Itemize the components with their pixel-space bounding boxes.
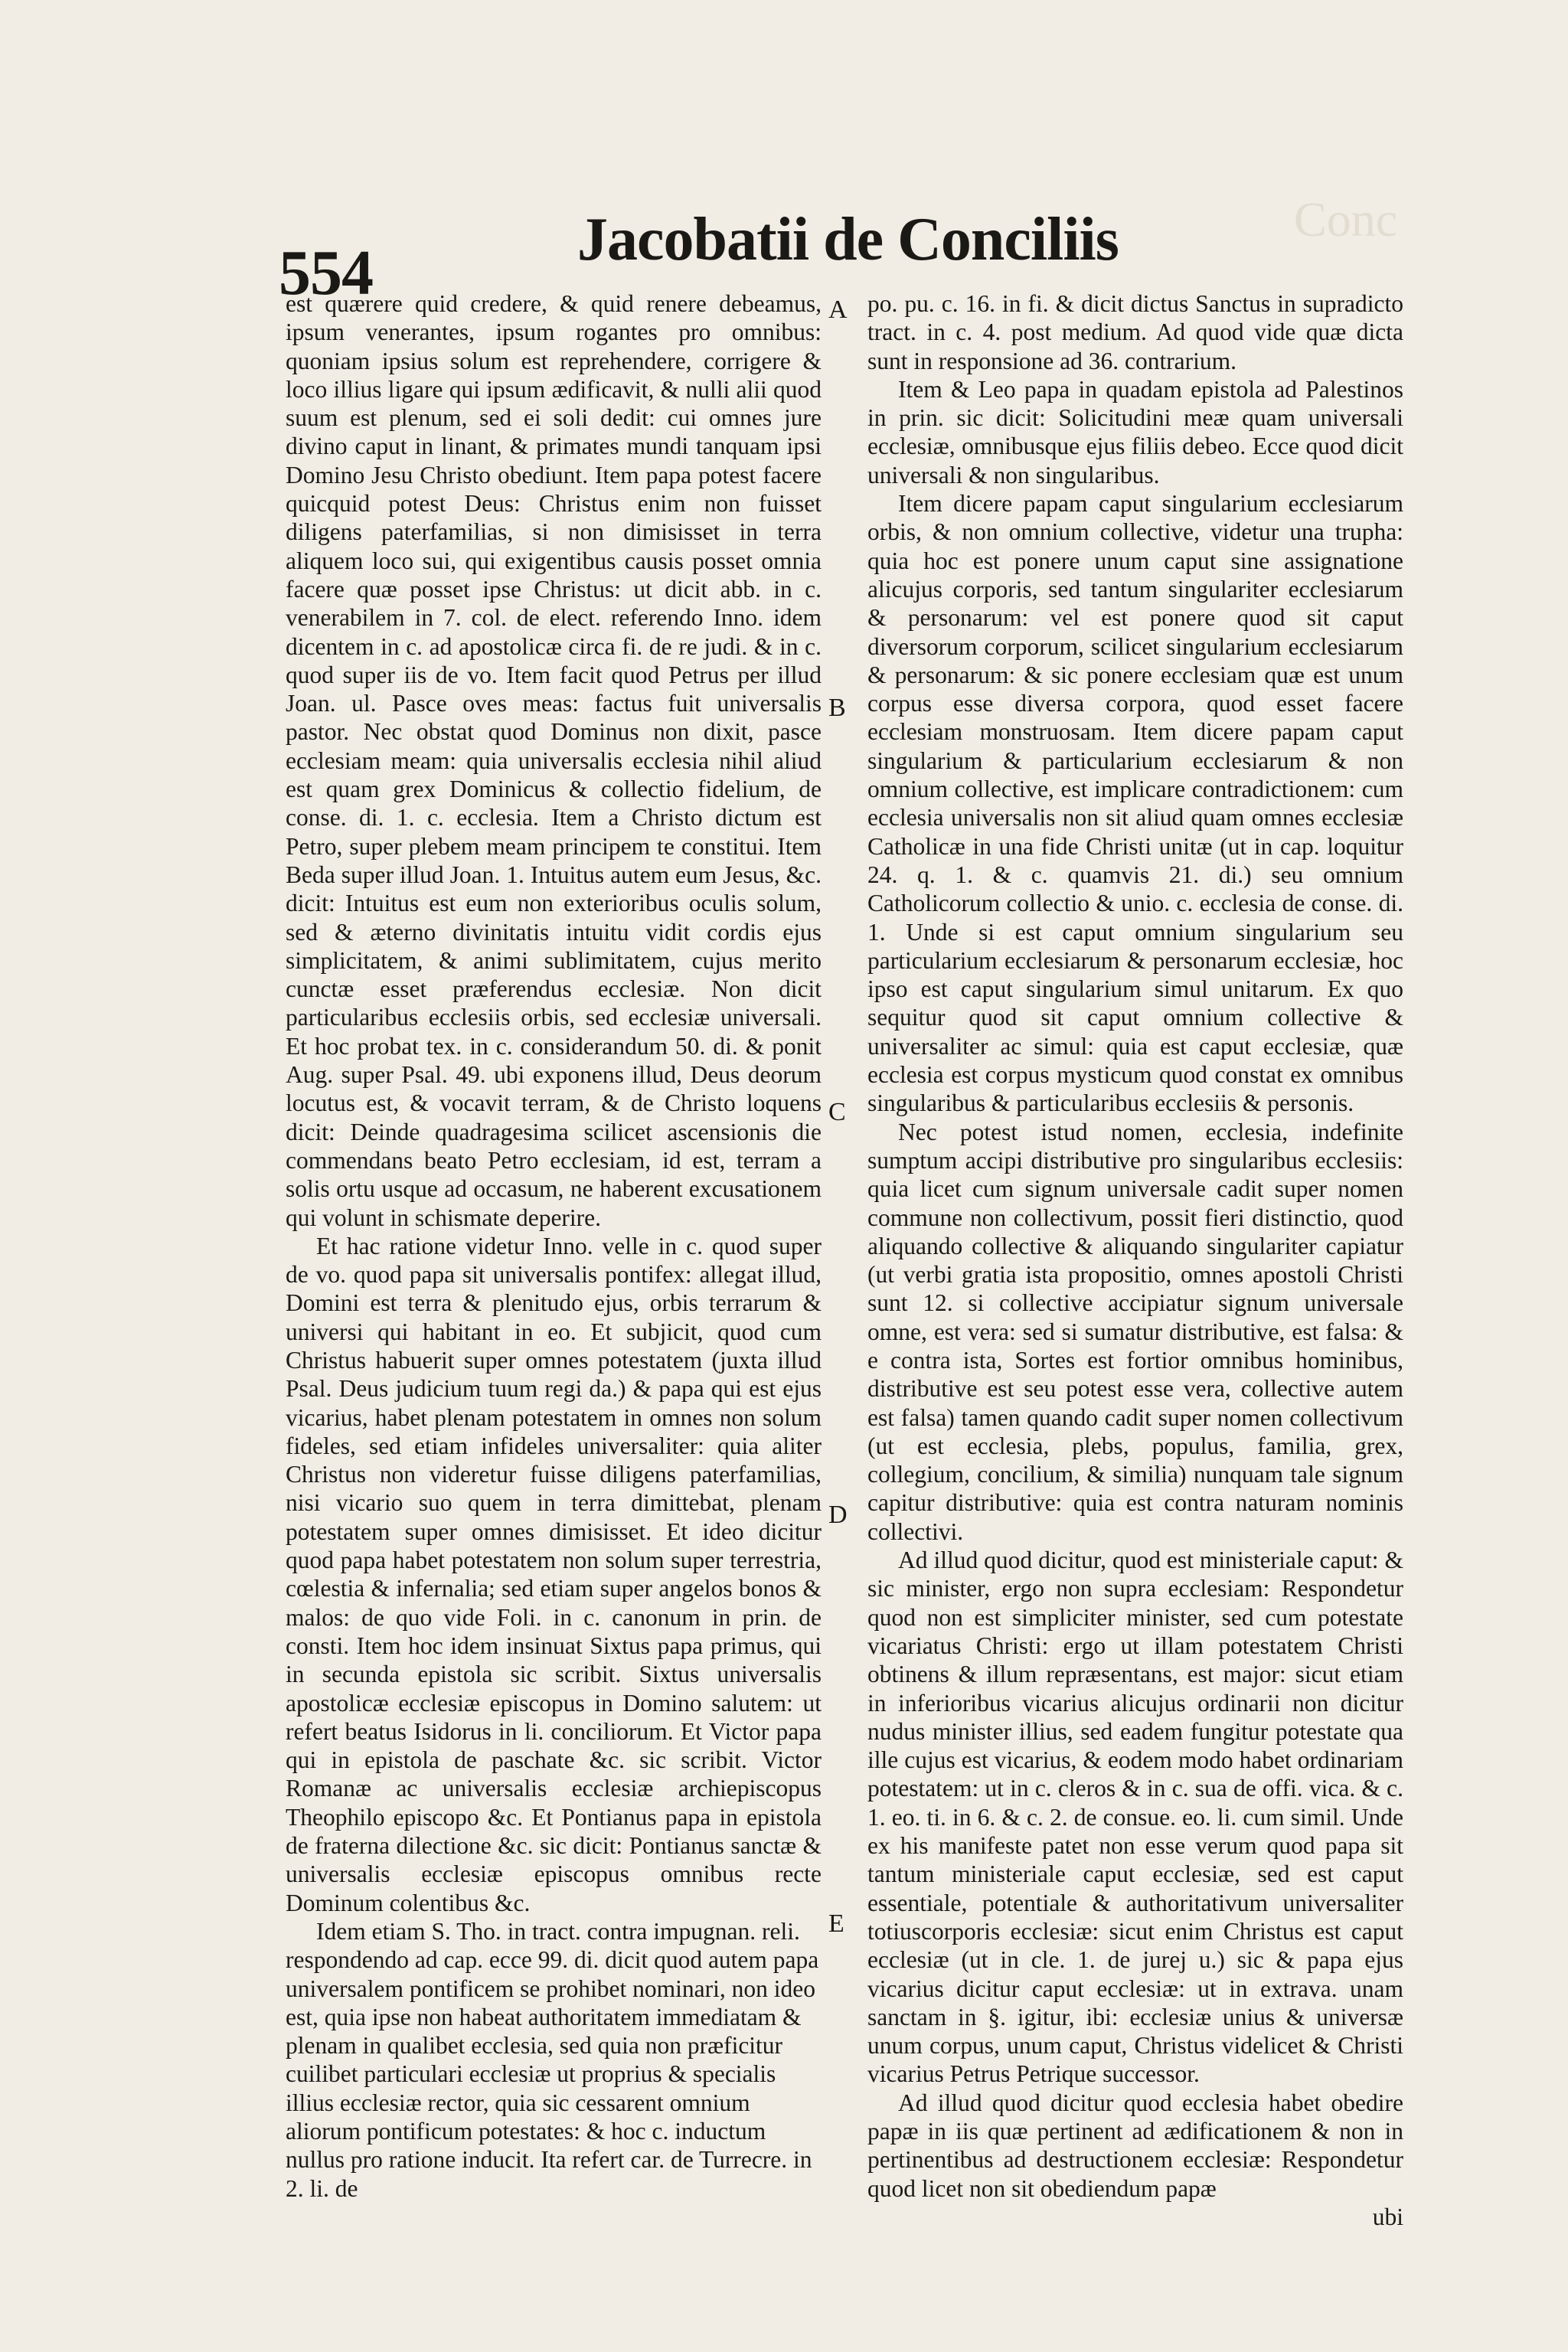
catchword: ubi [1372, 2203, 1403, 2230]
margin-marker-e: E [828, 1909, 844, 1938]
running-title: Jacobatii de Conciliis [577, 206, 1119, 273]
paragraph: Ad illud quod dicitur, quod est ministeriale caput: & sic minister, ergo non supra ecclesiam: Respondetur quod non est simpliciter minister, sed cum potestate vicariatus Christi: ergo ut illam potestatem Christi obtinens & illum repræsentans, est major: sicut etiam in inferioribus vicarius alicujus ordinarii non dicitur nudus minister illius, sed eadem fungitur potestate qua ille cujus est vicarius, & eodem modo habet ordinariam potestatem: ut in c. cleros & in c. sua de offi. vica. & c. 1. eo. ti. in 6. & c. 2. de consue. eo. li. cum simil. Unde ex his manifeste patet non esse verum quod papa sit tantum ministeriale caput ecclesiæ, sed est caput essentiale, potentiale & authoritativum universaliter totiuscorporis ecclesiæ: sicut enim Christus est caput ecclesiæ (ut in cle. 1. de jurej u.) sic & papa ejus vicarius dicitur caput ecclesiæ: ut in extrava. unam sanctam in §. igitur, ibi: ecclesiæ unius & universæ unum corpus, unum caput, Christus videlicet & Christi vicarius Petrus Petrique successor. [867, 1547, 1403, 2088]
paragraph: po. pu. c. 16. in fi. & dicit dictus Sanctus in supradicto tract. in c. 4. post medium. Ad quod vide quæ dicta sunt in responsione ad 36. contrarium. [867, 290, 1403, 374]
paragraph: Idem etiam S. Tho. in tract. contra impugnan. reli. respondendo ad cap. ecce 99. di. dicit quod autem papa universalem pontificem se prohibet nominari, non ideo est, quia ipse non habeat authoritatem immediatam & plenam in qualibet ecclesia, sed quia non præficitur cuilibet particulari ecclesiæ ut proprius & specialis illius ecclesiæ rector, quia sic cessarent omnium aliorum pontificum potestates: & hoc c. inductum nullus pro ratione inducit. Ita refert car. de Turrecre. in 2. li. de [286, 1917, 819, 2202]
margin-marker-a: A [828, 296, 848, 324]
margin-marker-d: D [828, 1501, 848, 1529]
right-column [867, 289, 1403, 2231]
paragraph: Item & Leo papa in quadam epistola ad Palestinos in prin. sic dicit: Solicitudini meæ quam universali ecclesiæ, omnibusque ejus filiis debeo. Ecce quod dicit universali & non singularibus. [867, 375, 1403, 488]
page-number: 554 [279, 237, 373, 309]
paragraph: Et hac ratione videtur Inno. velle in c. quod super de vo. quod papa sit universalis pontifex: allegat illud, Domini est terra & plenitudo ejus, orbis terrarum & universi qui habitant in eo. Et subjicit, quod cum Christus habuerit super omnes potestatem (juxta illud Psal. Deus judicium tuum regi da.) & papa qui est ejus vicarius, habet plenam potestatem in omnes non solum fideles, sed etiam infideles universaliter: quia aliter Christus non videretur fuisse diligens paterfamilias, nisi vicario suo quem in terra dimittebat, plenam potestatem super omnes dimisisset. Et ideo dicitur quod papa habet potestatem non solum super terrestria, cœlestia & infernalia; sed etiam super angelos bonos & malos: de quo vide Foli. in c. canonum in prin. de consti. Item hoc idem insinuat Sixtus papa primus, qui in secunda epistola sic scribit. Sixtus universalis apostolicæ ecclesiæ episcopus in Domino salutem: ut refert beatus Isidorus in li. conciliorum. Et Victor papa qui in epistola de paschate &c. sic scribit. Victor Romanæ ac universalis ecclesiæ archiepiscopus Theophilo episcopo &c. Et Pontianus papa in epistola de fraterna dilectione &c. sic dicit: Pontianus sanctæ & universalis ecclesiæ episcopus omnibus recte Dominum colentibus &c. [286, 1232, 822, 1916]
margin-marker-b: B [828, 694, 846, 722]
left-column [286, 289, 822, 2203]
paragraph: Item dicere papam caput singularium ecclesiarum orbis, & non omnium collective, videtur una trupha: quia hoc est ponere unum caput sine assignatione alicujus corporis, sed tantum singulariter ecclesiarum & personarum: vel est ponere quod sit caput diversorum corporum, scilicet singularium ecclesiarum & personarum: & sic ponere ecclesiam quæ est unum corpus esse diversa corpora, quod esset facere ecclesiam monstruosam. Item dicere papam caput singularium & particularium ecclesiarum & non omnium collective, est implicare contradictionem: cum ecclesia universalis non sit aliud quam omnes ecclesiæ Catholicæ in una fide Christi unitæ (ut in cap. loquitur 24. q. 1. & c. quamvis 21. di.) seu omnium Catholicorum collectio & unio. c. ecclesia de conse. di. 1. Unde si est caput omnium singularium seu particularium ecclesiarum & personarum ecclesiæ, hoc ipso est caput singularium simul unitarum. Ex quo sequitur quod sit caput omnium collective & universaliter ac simul: quia est caput ecclesiæ, quæ ecclesia est corpus mysticum quod constat ex omnibus singularibus & particularibus ecclesiis & personis. [867, 490, 1403, 1117]
margin-marker-c: C [828, 1098, 846, 1126]
bleed-through-text: Conc [1294, 192, 1398, 247]
paragraph: est quærere quid credere, & quid renere debeamus, ipsum venerantes, ipsum rogantes pro omnibus: quoniam ipsius solum est reprehendere, corrigere & loco illius ligare qui ipsum ædificavit, & nulli alii quod suum est plenum, sed ei soli dedit: cui omnes jure divino caput in linant, & primates mundi tanquam ipsi Domino Jesu Christo obediunt. Item papa potest facere quicquid potest Deus: Christus enim non fuisset diligens paterfamilias, si non dimisisset in terra aliquem loco sui, qui exigentibus causis posset omnia facere quæ posset ipse Christus: ut dicit abb. in c. venerabilem in 7. col. de elect. referendo Inno. idem dicentem in c. ad apostolicæ circa fi. de re judi. & in c. quod super iis de vo. Item facit quod Petrus per illud Joan. ul. Pasce oves meas: factus fuit universalis pastor. Nec obstat quod Dominus non dixit, pasce ecclesiam meam: quia universalis ecclesia nihil aliud est quam grex Dominicus & collectio fidelium, de conse. di. 1. c. ecclesia. Item a Christo dictum est Petro, super plebem meam principem te constitui. Item Beda super illud Joan. 1. Intuitus autem eum Jesus, &c. dicit: Intuitus est eum non exterioribus oculis solum, sed & æterno divinitatis intuitu vidit cordis ejus simplicitatem, & animi sublimitatem, cujus merito cunctæ esset præferendus ecclesiæ. Non dicit particularibus ecclesiis orbis, sed ecclesiæ universali. Et hoc probat tex. in c. considerandum 50. di. & ponit Aug. super Psal. 49. ubi exponens illud, Deus deorum locutus est, & vocavit terram, & de Christo loquens dicit: Deinde quadragesima scilicet ascensionis die commendans beato Petro ecclesiam, id est, terram a solis ortu usque ad occasum, ne haberent excusationem qui volunt in schismate deperire. [286, 290, 822, 1231]
paragraph: Ad illud quod dicitur quod ecclesia habet obedire papæ in iis quæ pertinent ad ædificationem & non in pertinentibus ad destructionem ecclesiæ: Respondetur quod licet non sit obediendum papæ [867, 2089, 1403, 2202]
paragraph: Nec potest istud nomen, ecclesia, indefinite sumptum accipi distributive pro singularibus ecclesiis: quia licet cum signum universale cadit super nomen commune non collectivum, possit fieri distinctio, quod aliquando collective & aliquando singulariter capiatur (ut verbi gratia ista propositio, omnes apostoli Christi sunt 12. si collective accipiatur signum universale omne, est vera: sed si sumatur distributive, est falsa: & e contra ista, Sortes est fortior omnibus hominibus, distributive est seu potest esse vera, collective autem est falsa) tamen quando cadit super nomen collectivum (ut est ecclesia, plebs, populus, familia, grex, collegium, concilium, & similia) nunquam tale signum capitur distributive: quia est contra naturam nominis collectivi. [867, 1118, 1403, 1545]
